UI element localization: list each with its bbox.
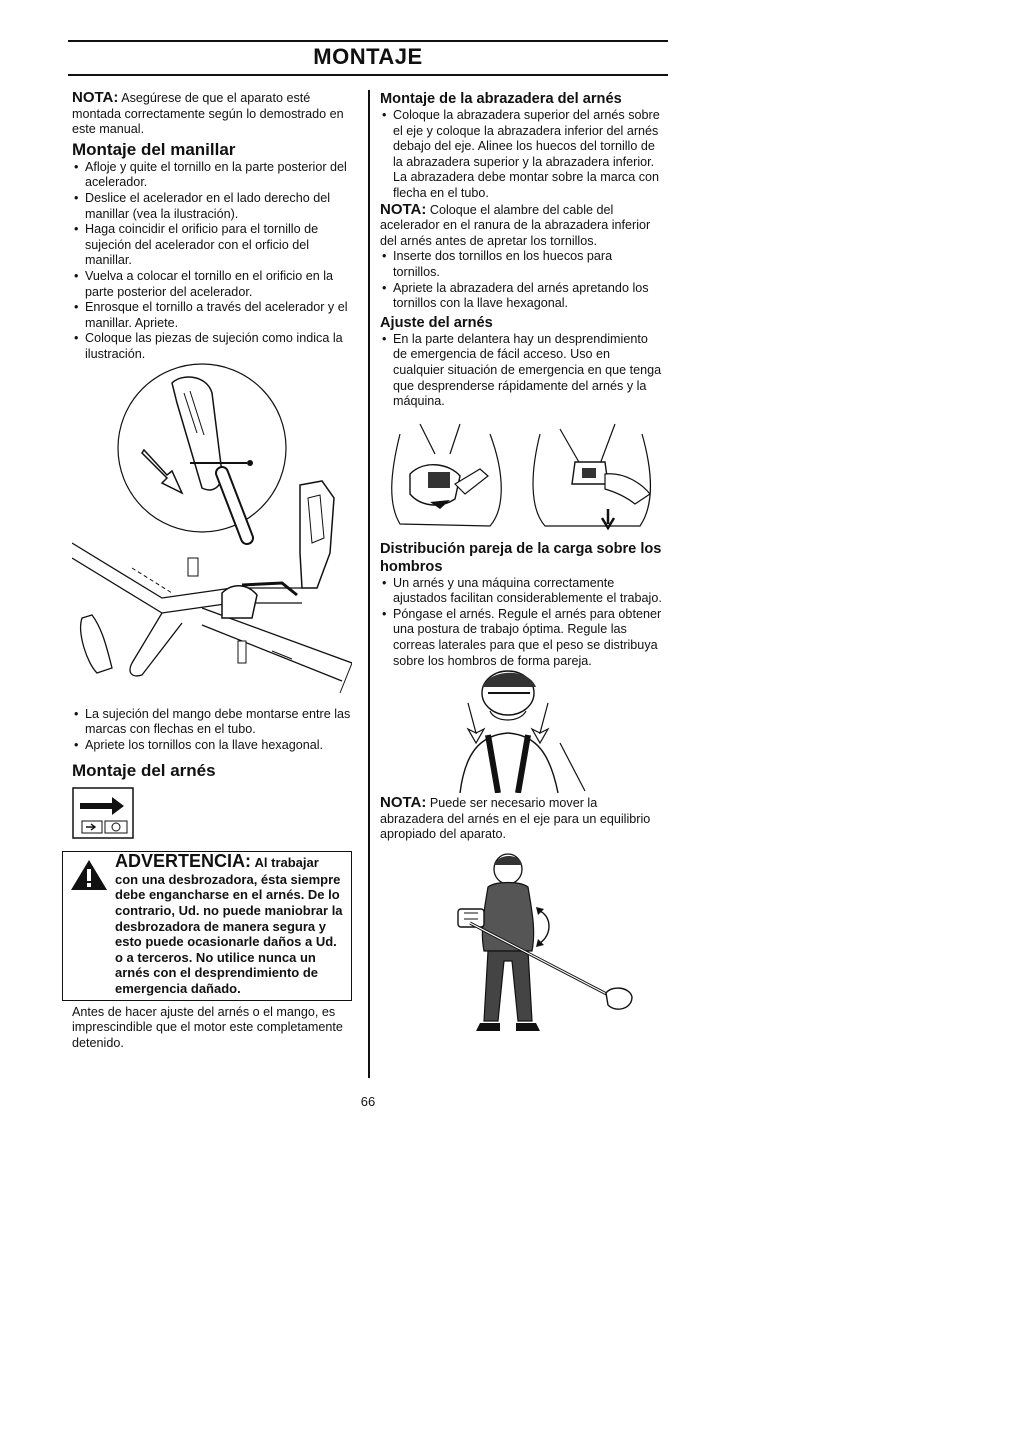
warning-box: [62, 851, 352, 1000]
list-item: • Coloque las piezas de sujeción como indica la ilustración.: [72, 331, 352, 362]
list-item: • En la parte delantera hay un desprendimiento de emergencia de fácil acceso. Uso en cualquier situación de emergencia en que tenga que desprenderse rápidamente del arnés y la máquina.: [380, 332, 662, 410]
ajuste-heading: Ajuste del arnés: [380, 314, 493, 331]
top-rule: [68, 40, 668, 42]
arnes-heading: Montaje del arnés: [72, 761, 216, 781]
list-item: • Póngase el arnés. Regule el arnés para obtener una postura de trabajo óptima. Regule las correas laterales para que el peso se distribuya sobre los hombros de forma pareja.: [380, 607, 662, 669]
right-column: [380, 90, 662, 1041]
nota3-paragraph: [380, 795, 662, 843]
list-item: • Coloque la abrazadera superior del arnés sobre el eje y coloque la abrazadera inferior del arnés debajo del eje. Alinee los huecos del tornillo de la abrazadera superior y la abrazadera inferior. La abrazadera debe montar sobre la marca con flecha en el tubo.: [380, 108, 662, 202]
release-illustration: [380, 414, 662, 534]
manillar-list: [72, 160, 352, 363]
title-underline: [68, 74, 668, 76]
warning-lead: Al trabajar: [254, 855, 319, 871]
nota3-label: NOTA:: [380, 794, 427, 812]
operator-illustration: [380, 851, 662, 1041]
column-divider: [368, 90, 370, 1078]
list-item: • Apriete la abrazadera del arnés apretando los tornillos con la llave hexagonal.: [380, 281, 662, 312]
distribucion-list: [380, 576, 662, 670]
warning-triangle-icon: [69, 858, 109, 892]
nota2-paragraph: [380, 202, 662, 250]
distribucion-heading: Distribución pareja de la carga sobre los hombros: [380, 540, 662, 575]
list-item: • Deslice el acelerador en el lado derecho del manillar (vea la ilustración).: [72, 191, 352, 222]
nota2-label: NOTA:: [380, 200, 427, 218]
after-warning-text: Antes de hacer ajuste del arnés o el mango, es imprescindible que el motor este completamente detenido.: [72, 1004, 343, 1050]
page-title: MONTAJE: [313, 44, 423, 69]
list-item: • Un arnés y una máquina correctamente ajustados facilitan considerablemente el trabajo.: [380, 576, 662, 607]
nota-paragraph: [72, 90, 352, 138]
manillar-heading: Montaje del manillar: [72, 139, 236, 159]
list-item: • Enrosque el tornillo a través del acelerador y el manillar. Apriete.: [72, 300, 352, 331]
left-column: [72, 90, 352, 1051]
nota3-text: Puede ser necesario mover la abrazadera del arnés en el eje para un equilibrio apropiado del aparato.: [380, 796, 651, 842]
abrazadera-heading: Montaje de la abrazadera del arnés: [380, 91, 622, 107]
warning-label: ADVERTENCIA:: [115, 851, 252, 872]
handlebar-illustration: [72, 363, 352, 703]
list-item: • Vuelva a colocar el tornillo en el orificio en la parte posterior del acelerador.: [72, 269, 352, 300]
warning-text: con una desbrozadora, ésta siempre debe engancharse en el arnés. De lo contrario, Ud. no puede maniobrar la desbrozadora de manera segura y esto puede ocasionarle daños a Ud. o a terceros. No utilice nunca un arnés con el desprendimiento de emergencia dañado.: [115, 871, 343, 997]
list-item: • Apriete los tornillos con la llave hexagonal.: [72, 738, 352, 754]
nota-label: NOTA:: [72, 89, 119, 106]
arnes-symbol-icon: [72, 787, 134, 839]
nota-text: Asegúrese de que el aparato esté montada correctamente según lo demostrado en este manual.: [72, 91, 344, 137]
list-item: • Inserte dos tornillos en los huecos para tornillos.: [380, 249, 662, 280]
shoulder-load-illustration: [380, 663, 662, 793]
nota2-text: Coloque el alambre del cable del acelerador en el ranura de la abrazadera inferior del arnés antes de apretar los tornillos.: [380, 202, 651, 248]
list-item: • Haga coincidir el orificio para el tornillo de sujeción del acelerador con el orficio del manillar.: [72, 222, 352, 269]
page-number: 66: [360, 1094, 376, 1109]
mango-list: [72, 707, 352, 754]
list-item: • La sujeción del mango debe montarse entre las marcas con flechas en el tubo.: [72, 707, 352, 738]
list-item: • Afloje y quite el tornillo en la parte posterior del acelerador.: [72, 160, 352, 191]
abrazadera-list: [380, 108, 662, 202]
tornillos-list: [380, 249, 662, 311]
ajuste-list: [380, 332, 662, 410]
